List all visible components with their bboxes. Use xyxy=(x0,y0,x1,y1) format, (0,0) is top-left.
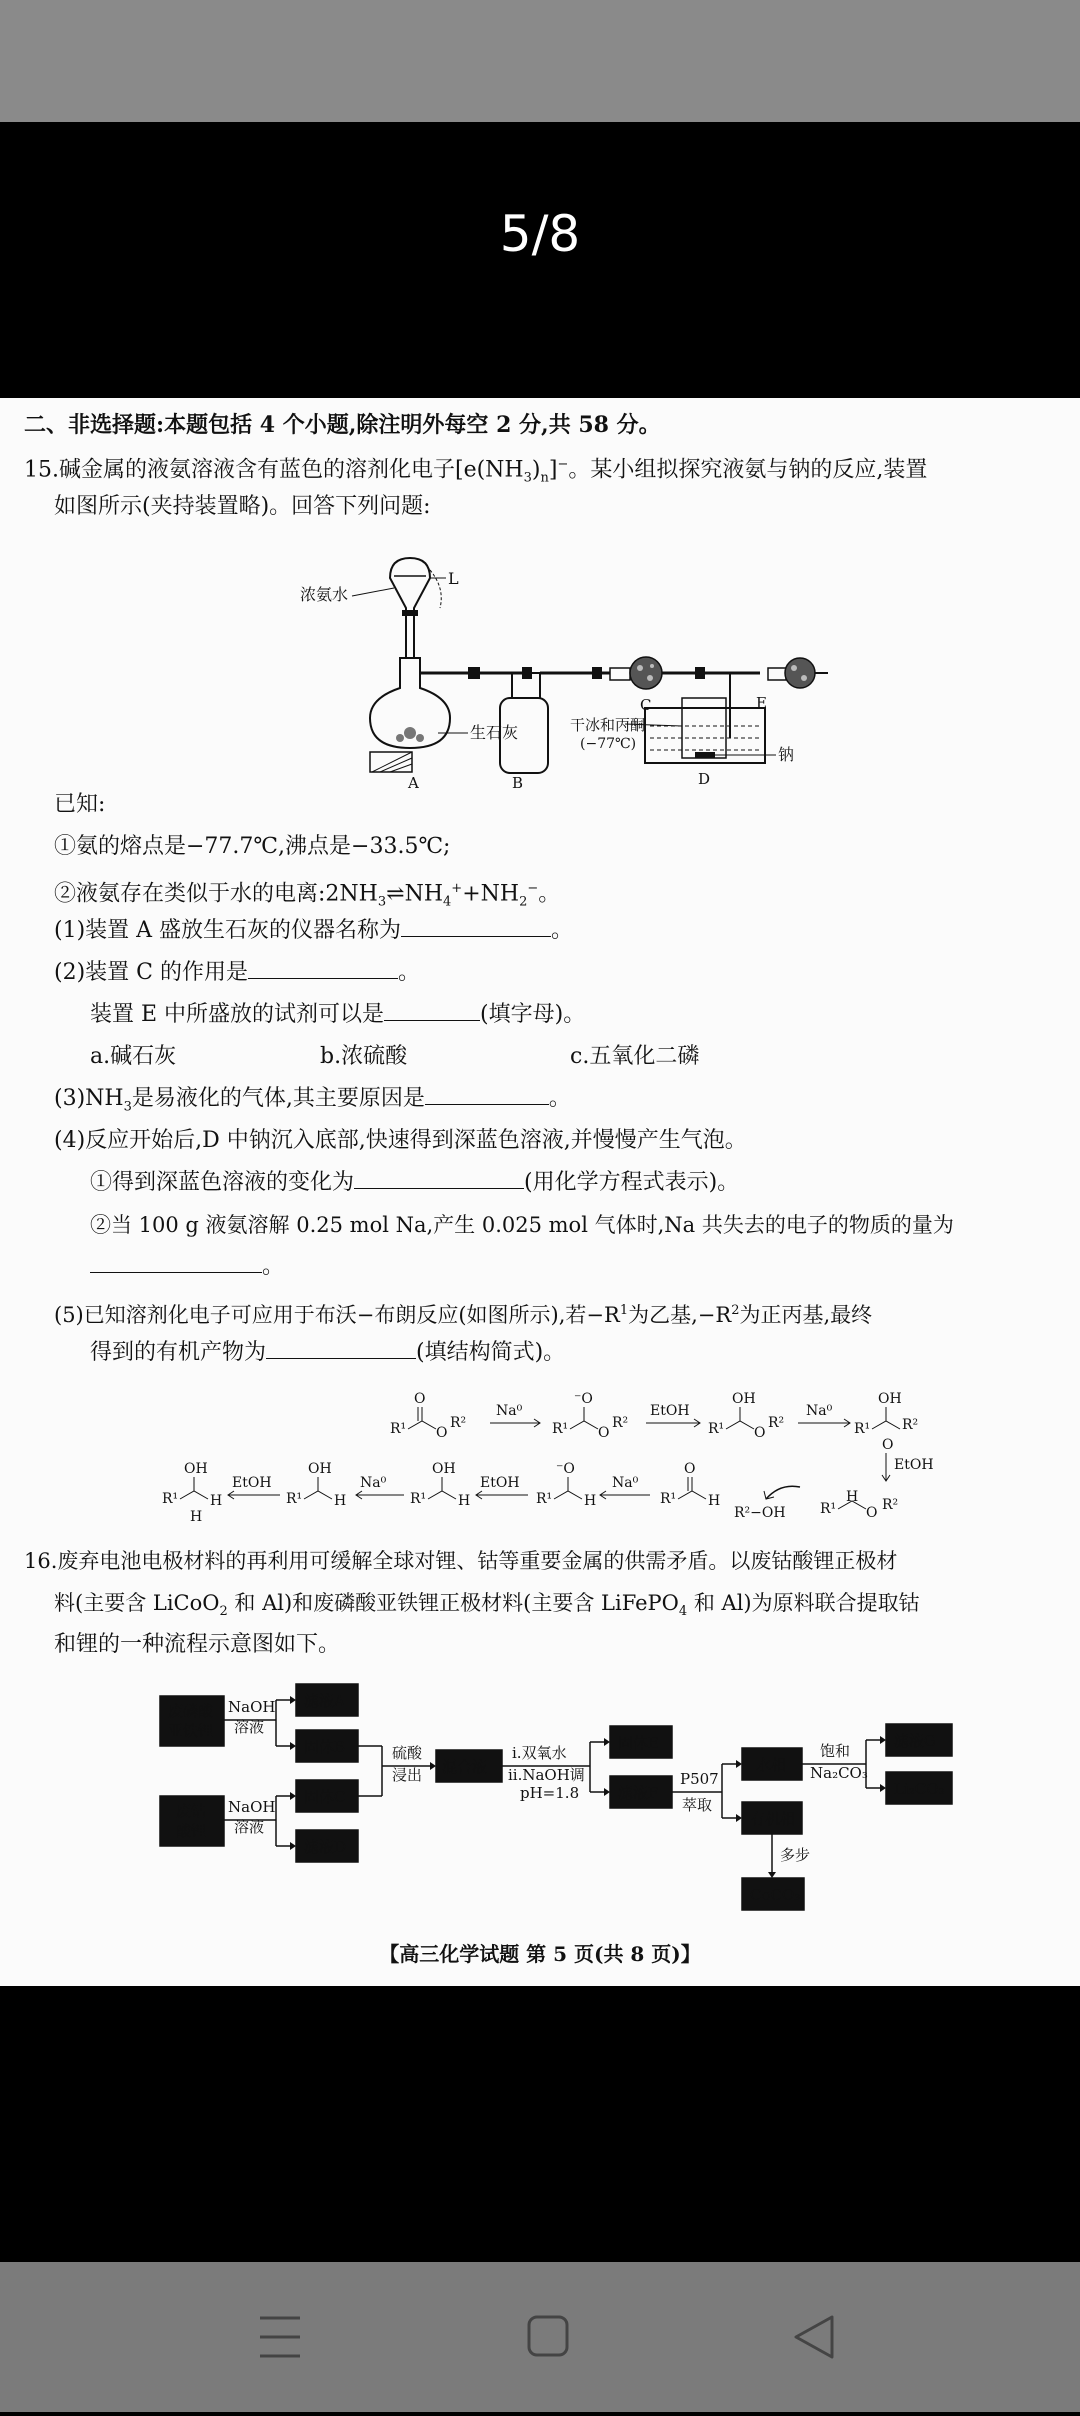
label-A: A xyxy=(408,774,419,788)
fact-1: ①氨的熔点是−77.7℃,沸点是−33.5℃; xyxy=(54,834,451,859)
mech-r1-ol1: R¹ xyxy=(410,1491,427,1507)
q15-stem-line2: 如图所示(夹持装置略)。回答下列问题: xyxy=(54,494,431,519)
mech-na-2: Na⁰ xyxy=(806,1403,833,1419)
text-extract: 萃取 xyxy=(682,1796,713,1814)
apparatus-figure xyxy=(290,548,830,788)
mech-r1-prod: R¹ xyxy=(162,1491,179,1507)
text-solid-C: 固体C xyxy=(304,1788,346,1806)
text-waste-lfp-1: 废磷酸 xyxy=(168,1702,214,1720)
mech-oh-4: OH xyxy=(308,1461,332,1477)
mech-o-ald: O xyxy=(684,1461,696,1477)
mechanism-figure xyxy=(160,1383,960,1523)
menu-button[interactable] xyxy=(220,2262,340,2412)
label-E: E xyxy=(756,694,767,712)
fact-2: ②液氨存在类似于水的电离$:2NH_3\rightleftharpoons NH_4^++NH_2^-$。 xyxy=(54,881,561,910)
mech-r2-ester: R² xyxy=(450,1415,467,1431)
mech-h-alk: H xyxy=(584,1493,597,1509)
q16-stem-line2: 料(主要含 LiCoO$_2$ 和 Al)和废磷酸亚铁锂正极材料(主要含 LiFePO$_4$ 和 Al)为原料联合提取钴 xyxy=(54,1591,920,1620)
label-dryice-1: 干冰和丙酮 xyxy=(570,716,646,734)
label-D: D xyxy=(698,770,711,788)
mech-h-1: H xyxy=(846,1489,859,1505)
mech-oh-prod: OH xyxy=(184,1461,208,1477)
section-title: 二、非选择题:本题包括 4 个小题,除注明外每空 2 分,共 58 分。 xyxy=(24,412,661,438)
text-step-ii: ii.NaOH调 xyxy=(508,1766,585,1784)
mech-ominus-1: ⁻O xyxy=(574,1391,593,1407)
home-button[interactable] xyxy=(488,2262,608,2412)
mech-o-anion: O xyxy=(882,1437,894,1453)
label-ammonia: 浓氨水 xyxy=(300,585,349,604)
label-L: L xyxy=(448,569,459,588)
mech-etoh-3: EtOH xyxy=(480,1475,520,1491)
text-na2co3: Na₂CO₃ xyxy=(810,1764,868,1782)
label-C: C xyxy=(640,696,652,714)
mech-na-4: Na⁰ xyxy=(360,1475,387,1491)
text-filtrate-G: 滤液G xyxy=(894,1732,936,1750)
status-bar xyxy=(0,0,1080,122)
page-footer: 【高三化学试题 第 5 页(共 8 页)】 xyxy=(379,1942,701,1966)
home-icon xyxy=(488,2262,608,2412)
question-3: $(3)NH_3$是易液化的气体,其主要原因是 。 xyxy=(54,1086,571,1115)
mech-h-ald: H xyxy=(708,1493,721,1509)
exam-page xyxy=(0,398,1080,1986)
mech-r2-radical: R² xyxy=(612,1415,629,1431)
text-solid-B: 固体B xyxy=(304,1738,346,1756)
mech-r1-ester: R¹ xyxy=(390,1421,407,1437)
mech-h-prod2: H xyxy=(190,1509,203,1523)
text-solution-2: 溶液 xyxy=(234,1818,265,1836)
mech-r2-bot1: R² xyxy=(882,1497,899,1513)
text-naoh-1: NaOH xyxy=(228,1698,276,1716)
mech-o-ester2: O xyxy=(436,1425,448,1441)
mech-r2-anion: R² xyxy=(902,1417,919,1433)
text-filtrate-A: 滤液A xyxy=(304,1692,345,1710)
mech-etoh-2: EtOH xyxy=(894,1457,934,1473)
mech-r2-hemi: R² xyxy=(768,1415,785,1431)
dropping-funnel xyxy=(390,558,430,658)
mech-h-prod: H xyxy=(210,1493,223,1509)
text-waste-lfp-2: 亚铁锂 xyxy=(168,1722,214,1740)
mech-h-ol2: H xyxy=(334,1493,347,1509)
mech-o-ester: O xyxy=(414,1391,426,1407)
option-b: b.浓硫酸 xyxy=(320,1044,408,1069)
drying-tube-E xyxy=(785,658,815,688)
text-saturated: 饱和 xyxy=(820,1742,851,1760)
mech-oh-1: OH xyxy=(732,1391,756,1407)
text-coco3: CoCO₃ xyxy=(750,1886,801,1904)
mech-o-hemi: O xyxy=(754,1425,766,1441)
mech-r1-alk: R¹ xyxy=(536,1491,553,1507)
mech-oh-3: OH xyxy=(432,1461,456,1477)
mech-o-bot1: O xyxy=(866,1505,878,1521)
text-filtrate-F: 滤液F xyxy=(618,1784,659,1802)
text-waste-lco-2: 酸锂 xyxy=(176,1822,207,1840)
mech-r1-ol2: R¹ xyxy=(286,1491,303,1507)
text-aqueous: 水相 xyxy=(756,1756,787,1774)
mech-r1-ald: R¹ xyxy=(660,1491,677,1507)
question-4: (4)反应开始后,D 中钠沉入底部,快速得到深蓝色溶液,并慢慢产生气泡。 xyxy=(54,1128,747,1153)
mech-na-1: Na⁰ xyxy=(496,1403,523,1419)
text-multi-step: 多步 xyxy=(780,1846,811,1864)
text-h2so4-2: 浸出 xyxy=(392,1766,423,1784)
mech-r1-anion: R¹ xyxy=(854,1421,871,1437)
text-filtrate-D: 滤液D xyxy=(304,1838,347,1856)
mech-oh-2: OH xyxy=(878,1391,902,1407)
question-1: (1)装置 A 盛放生石灰的仪器名称为 。 xyxy=(54,918,574,943)
mech-h-ol1: H xyxy=(458,1493,471,1509)
mech-r1-radical: R¹ xyxy=(552,1421,569,1437)
text-step-i: i.双氧水 xyxy=(512,1744,567,1762)
question-5-line2: 得到的有机产物为 (填结构简式)。 xyxy=(90,1340,566,1365)
text-mixed: 混合液 xyxy=(442,1758,488,1776)
text-naoh-2: NaOH xyxy=(228,1798,276,1816)
label-quicklime: 生石灰 xyxy=(470,723,519,742)
q15-stem-line1: 15.碱金属的液氨溶液含有蓝色的溶剂化电子$[e(NH_3)_n]^-$。某小组拟探究液氨与钠的反应,装置 xyxy=(24,457,928,486)
known-heading: 已知: xyxy=(54,792,106,817)
system-nav-bar xyxy=(0,2262,1080,2412)
question-4a: ①得到深蓝色溶液的变化为 (用化学方程式表示)。 xyxy=(90,1170,740,1195)
option-a: a.碱石灰 xyxy=(90,1044,177,1069)
back-icon xyxy=(754,2262,874,2412)
viewer-footer xyxy=(0,1986,1080,2262)
text-h2so4-1: 硫酸 xyxy=(392,1744,423,1762)
question-2b: 装置 E 中所盛放的试剂可以是 (填字母)。 xyxy=(90,1002,586,1027)
question-5-line1: (5)已知溶剂化电子可应用于布沃−布朗反应(如图所示),若$-R^1$为乙基$,-R^2$为正丙基,最终 xyxy=(54,1303,873,1327)
flowchart xyxy=(150,1668,970,1928)
mech-ominus-2: ⁻O xyxy=(556,1461,575,1477)
text-organic: 有机相 xyxy=(750,1810,796,1828)
mech-r1-hemi: R¹ xyxy=(708,1421,725,1437)
mech-etoh-4: EtOH xyxy=(232,1475,272,1491)
menu-icon xyxy=(220,2262,340,2412)
text-li2co3: Li₂CO₃ xyxy=(894,1780,945,1798)
text-p507: P507 xyxy=(680,1770,719,1788)
q16-stem-line3: 和锂的一种流程示意图如下。 xyxy=(54,1632,341,1657)
drying-tube-C xyxy=(630,657,662,689)
label-dryice-2: (−77℃) xyxy=(580,736,637,752)
option-c: c.五氧化二磷 xyxy=(570,1044,700,1069)
mech-na-3: Na⁰ xyxy=(612,1475,639,1491)
label-sodium: 钠 xyxy=(778,745,795,764)
question-4b-blank: 。 xyxy=(90,1252,284,1282)
mech-r1-bot1: R¹ xyxy=(820,1501,837,1517)
mech-o-radical: O xyxy=(598,1425,610,1441)
text-solution-1: 溶液 xyxy=(234,1718,265,1736)
text-waste-lco-1: 废钴 xyxy=(176,1802,207,1820)
q16-stem-line1: 16.废弃电池电极材料的再利用可缓解全球对锂、钴等重要金属的供需矛盾。以废钴酸锂正极材 xyxy=(24,1549,898,1573)
question-2: (2)装置 C 的作用是 。 xyxy=(54,960,420,985)
label-B: B xyxy=(512,774,524,788)
mech-etoh-1: EtOH xyxy=(650,1403,690,1419)
question-4b: ②当 100 g 液氨溶解 0.25 mol Na,产生 0.025 mol 气体时,Na 共失去的电子的物质的量为 xyxy=(90,1213,954,1237)
mech-r2oh: R²−OH xyxy=(734,1505,786,1521)
text-solid-E: 固体E xyxy=(618,1734,659,1752)
back-button[interactable] xyxy=(754,2262,874,2412)
page-counter: 5/8 xyxy=(499,205,581,263)
text-ph: pH=1.8 xyxy=(520,1784,580,1802)
